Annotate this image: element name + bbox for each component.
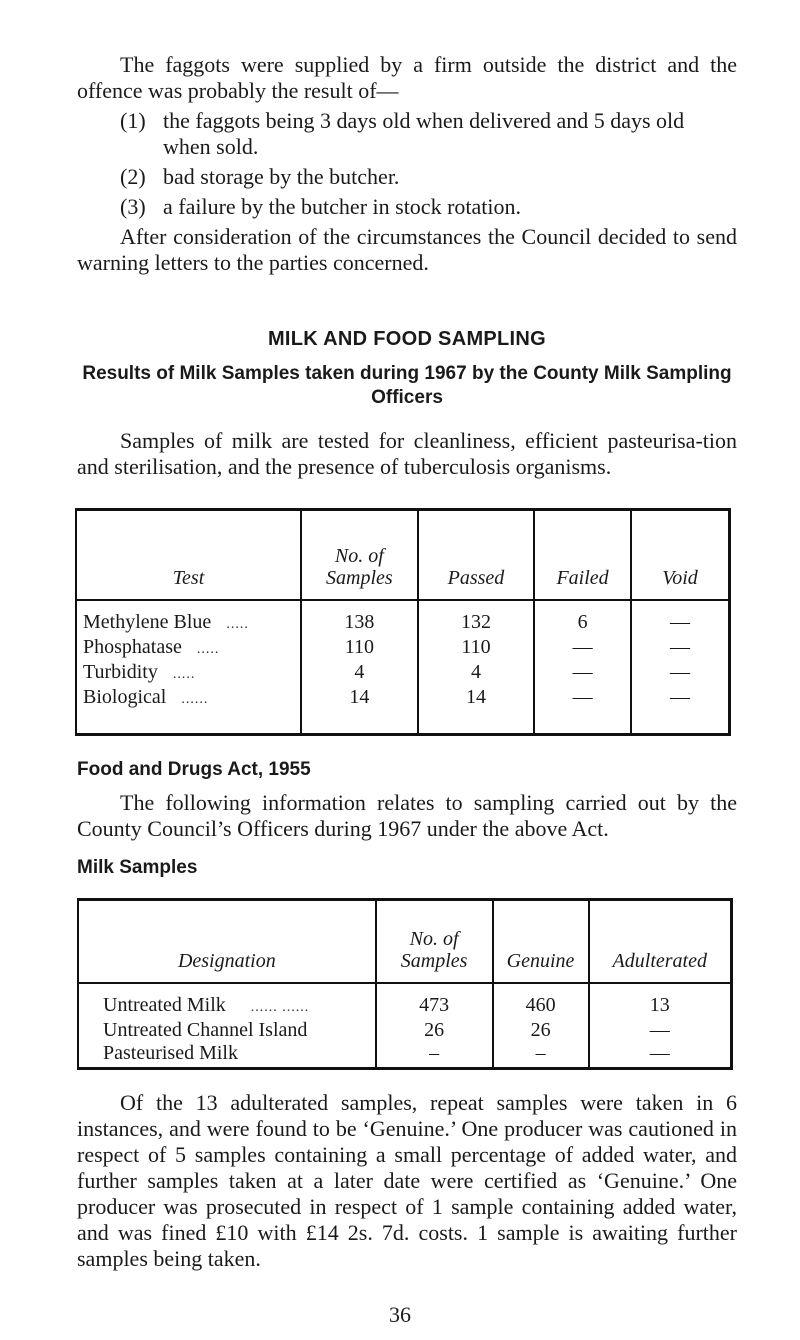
column-header-designation: Designation bbox=[78, 899, 376, 983]
table-row bbox=[76, 686, 730, 735]
table-row bbox=[76, 636, 730, 661]
samples-cell: 26 bbox=[376, 1019, 493, 1042]
closing-paragraph: Of the 13 adulterated samples, repeat samples were taken in 6 instances, and were found to be ‘Genuine.’ One producer was cautioned in respect of 5 samples containing a small percentage of added water, and further samples taken at a later date were certified as ‘Genuine.’ One producer was prosecuted in respect of 1 sample containing added water, and was fined £10 with £14 2s. 7d. costs. 1 sample is awaiting further samples being taken. bbox=[77, 1090, 737, 1271]
genuine-cell: 26 bbox=[493, 1019, 589, 1042]
samples-cell: 110 bbox=[301, 636, 418, 661]
test-name: Methylene Blue bbox=[83, 610, 212, 633]
test-name-cell bbox=[76, 636, 301, 661]
test-name-cell bbox=[76, 661, 301, 686]
passed-cell: 132 bbox=[418, 600, 535, 636]
act-paragraph: The following information relates to sampling carried out by the County Council’s Officers during 1967 under the above Act. bbox=[77, 789, 737, 841]
leader-dots: ...... ...... bbox=[250, 1000, 310, 1015]
adulteration-table bbox=[77, 898, 733, 1071]
passed-cell: 4 bbox=[418, 661, 535, 686]
void-cell: — bbox=[631, 661, 730, 686]
list-item bbox=[77, 108, 737, 160]
passed-cell: 110 bbox=[418, 636, 535, 661]
designation-name: Untreated Channel Island bbox=[103, 1019, 308, 1041]
act-heading: Food and Drugs Act, 1955 bbox=[77, 758, 311, 780]
samples-cell: 473 bbox=[376, 983, 493, 1019]
adulterated-cell: 13 bbox=[589, 983, 732, 1019]
designation-cell bbox=[78, 1042, 376, 1069]
leader-dots: ..... bbox=[226, 616, 249, 632]
samples-cell: 4 bbox=[301, 661, 418, 686]
column-header-genuine: Genuine bbox=[493, 899, 589, 983]
test-name-cell bbox=[76, 600, 301, 636]
column-header-samples: No. of Samples bbox=[301, 510, 418, 600]
list-item bbox=[77, 164, 737, 190]
page-number: 36 bbox=[389, 1302, 411, 1327]
intro-list bbox=[77, 108, 737, 220]
table-row bbox=[78, 983, 732, 1019]
list-item bbox=[77, 194, 737, 220]
passed-cell: 14 bbox=[418, 686, 535, 735]
table-header-row bbox=[76, 510, 730, 600]
test-name: Biological bbox=[83, 685, 167, 708]
table-row bbox=[76, 600, 730, 636]
section-subheading: Results of Milk Samples taken during 1967 by the County Milk Sampling Officers bbox=[82, 363, 732, 408]
table-row bbox=[76, 661, 730, 686]
test-name: Phosphatase bbox=[83, 635, 182, 658]
column-header-adulterated: Adulterated bbox=[589, 899, 732, 983]
designation-cell bbox=[78, 1019, 376, 1042]
adulterated-cell: — bbox=[589, 1019, 732, 1042]
void-cell: — bbox=[631, 636, 730, 661]
list-number: (3) bbox=[120, 194, 146, 219]
adulterated-cell: — bbox=[589, 1042, 732, 1069]
failed-cell: — bbox=[534, 661, 631, 686]
table-row bbox=[78, 1019, 732, 1042]
column-header-failed: Failed bbox=[534, 510, 631, 600]
test-name-cell bbox=[76, 686, 301, 735]
list-text: a failure by the butcher in stock rotation. bbox=[163, 194, 521, 219]
intro-paragraph: The faggots were supplied by a firm outside the district and the offence was probably the result of— bbox=[77, 52, 737, 103]
list-number: (2) bbox=[120, 164, 146, 189]
failed-cell: 6 bbox=[534, 600, 631, 636]
milk-results-table bbox=[75, 508, 731, 736]
designation-cell bbox=[78, 983, 376, 1019]
leader-dots: ..... bbox=[172, 666, 196, 682]
genuine-cell: – bbox=[493, 1042, 589, 1069]
milk-testing-paragraph: Samples of milk are tested for cleanliness, efficient pasteurisa-tion and sterilisation, and the presence of tuberculosis organisms. bbox=[77, 428, 737, 479]
samples-cell: 138 bbox=[301, 600, 418, 636]
samples-cell: 14 bbox=[301, 686, 418, 735]
leader-dots: ...... bbox=[181, 691, 209, 707]
list-text: bad storage by the butcher. bbox=[163, 164, 400, 189]
leader-dots: ..... bbox=[196, 641, 220, 657]
void-cell: — bbox=[631, 600, 730, 636]
milk-results-table-wrapper bbox=[75, 508, 735, 736]
designation-name: Pasteurised Milk bbox=[103, 1042, 238, 1064]
conclusion-paragraph: After consideration of the circumstances the Council decided to send warning letters to the parties concerned. bbox=[77, 224, 737, 275]
list-text: the faggots being 3 days old when delivered and 5 days old when sold. bbox=[163, 108, 685, 159]
list-number: (1) bbox=[120, 108, 146, 133]
test-name: Turbidity bbox=[83, 660, 158, 683]
column-header-samples: No. of Samples bbox=[376, 899, 493, 983]
table-header-row bbox=[78, 899, 732, 983]
milk-samples-heading: Milk Samples bbox=[77, 856, 198, 878]
designation-name: Untreated Milk bbox=[103, 994, 226, 1016]
samples-cell: – bbox=[376, 1042, 493, 1069]
table-row bbox=[78, 1042, 732, 1069]
failed-cell: — bbox=[534, 686, 631, 735]
column-header-passed: Passed bbox=[418, 510, 535, 600]
section-heading: MILK AND FOOD SAMPLING bbox=[267, 328, 547, 350]
failed-cell: — bbox=[534, 636, 631, 661]
column-header-void: Void bbox=[631, 510, 730, 600]
page-body bbox=[77, 52, 737, 1272]
column-header-test: Test bbox=[76, 510, 301, 600]
void-cell: — bbox=[631, 686, 730, 735]
genuine-cell: 460 bbox=[493, 983, 589, 1019]
adulteration-table-wrapper bbox=[77, 898, 733, 1071]
